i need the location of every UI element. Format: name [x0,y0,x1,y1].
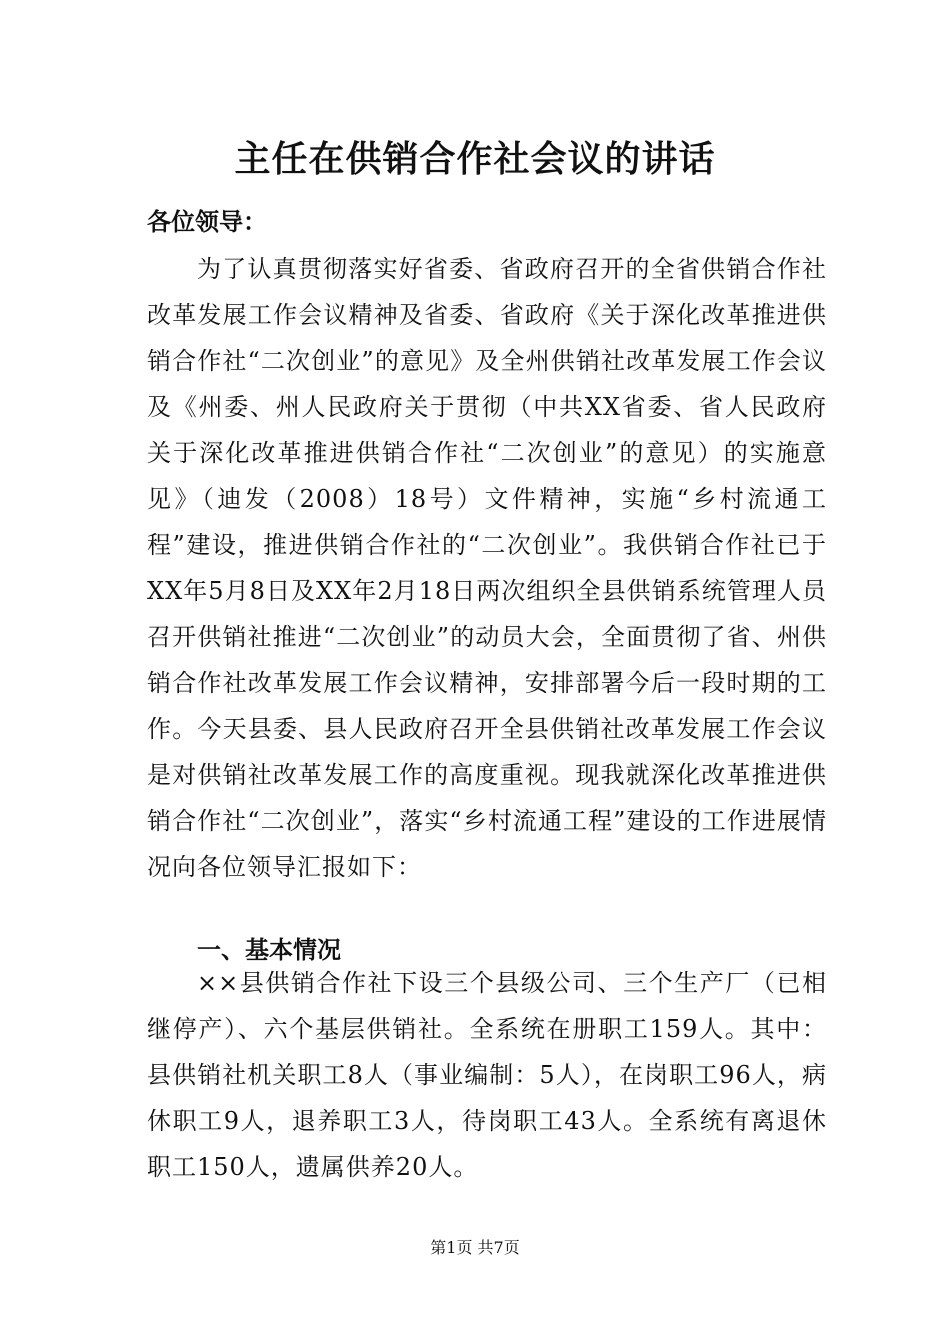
paragraph-intro: 为了认真贯彻落实好省委、省政府召开的全省供销合作社改革发展工作会议精神及省委、省政府《关于深化改革推进供销合作社“二次创业”的意见》及全州供销社改革发展工作会议及《州委、州人民政府关于贯彻（中共XX省委、省人民政府关于深化改革推进供销合作社“二次创业”的意见）的实施意见》（迪发（2008）18号）文件精神，实施“乡村流通工程”建设，推进供销合作社的“二次创业”。我供销合作社已于XX年5月8日及XX年2月18日两次组织全县供销系统管理人员召开供销社推进“二次创业”的动员大会，全面贯彻了省、州供销合作社改革发展工作会议精神，安排部署今后一段时期的工作。今天县委、县人民政府召开全县供销社改革发展工作会议是对供销社改革发展工作的高度重视。现我就深化改革推进供销合作社“二次创业”，落实“乡村流通工程”建设的工作进展情况向各位领导汇报如下： [147,255,827,881]
paragraph-basic-situation: ××县供销合作社下设三个县级公司、三个生产厂（已相继停产）、六个基层供销社。全系统在册职工159人。其中：县供销社机关职工8人（事业编制：5人），在岗职工96人，病休职工9人，退养职工3人，待岗职工43人。全系统有离退休职工150人，遗属供养20人。 [147,969,827,1181]
salutation: 各位领导： [147,207,267,236]
page-number: 第1页 共7页 [430,1238,520,1257]
document-title: 主任在供销合作社会议的讲话 [234,138,716,180]
section-heading-basic-situation: 一、基本情况 [197,936,341,964]
